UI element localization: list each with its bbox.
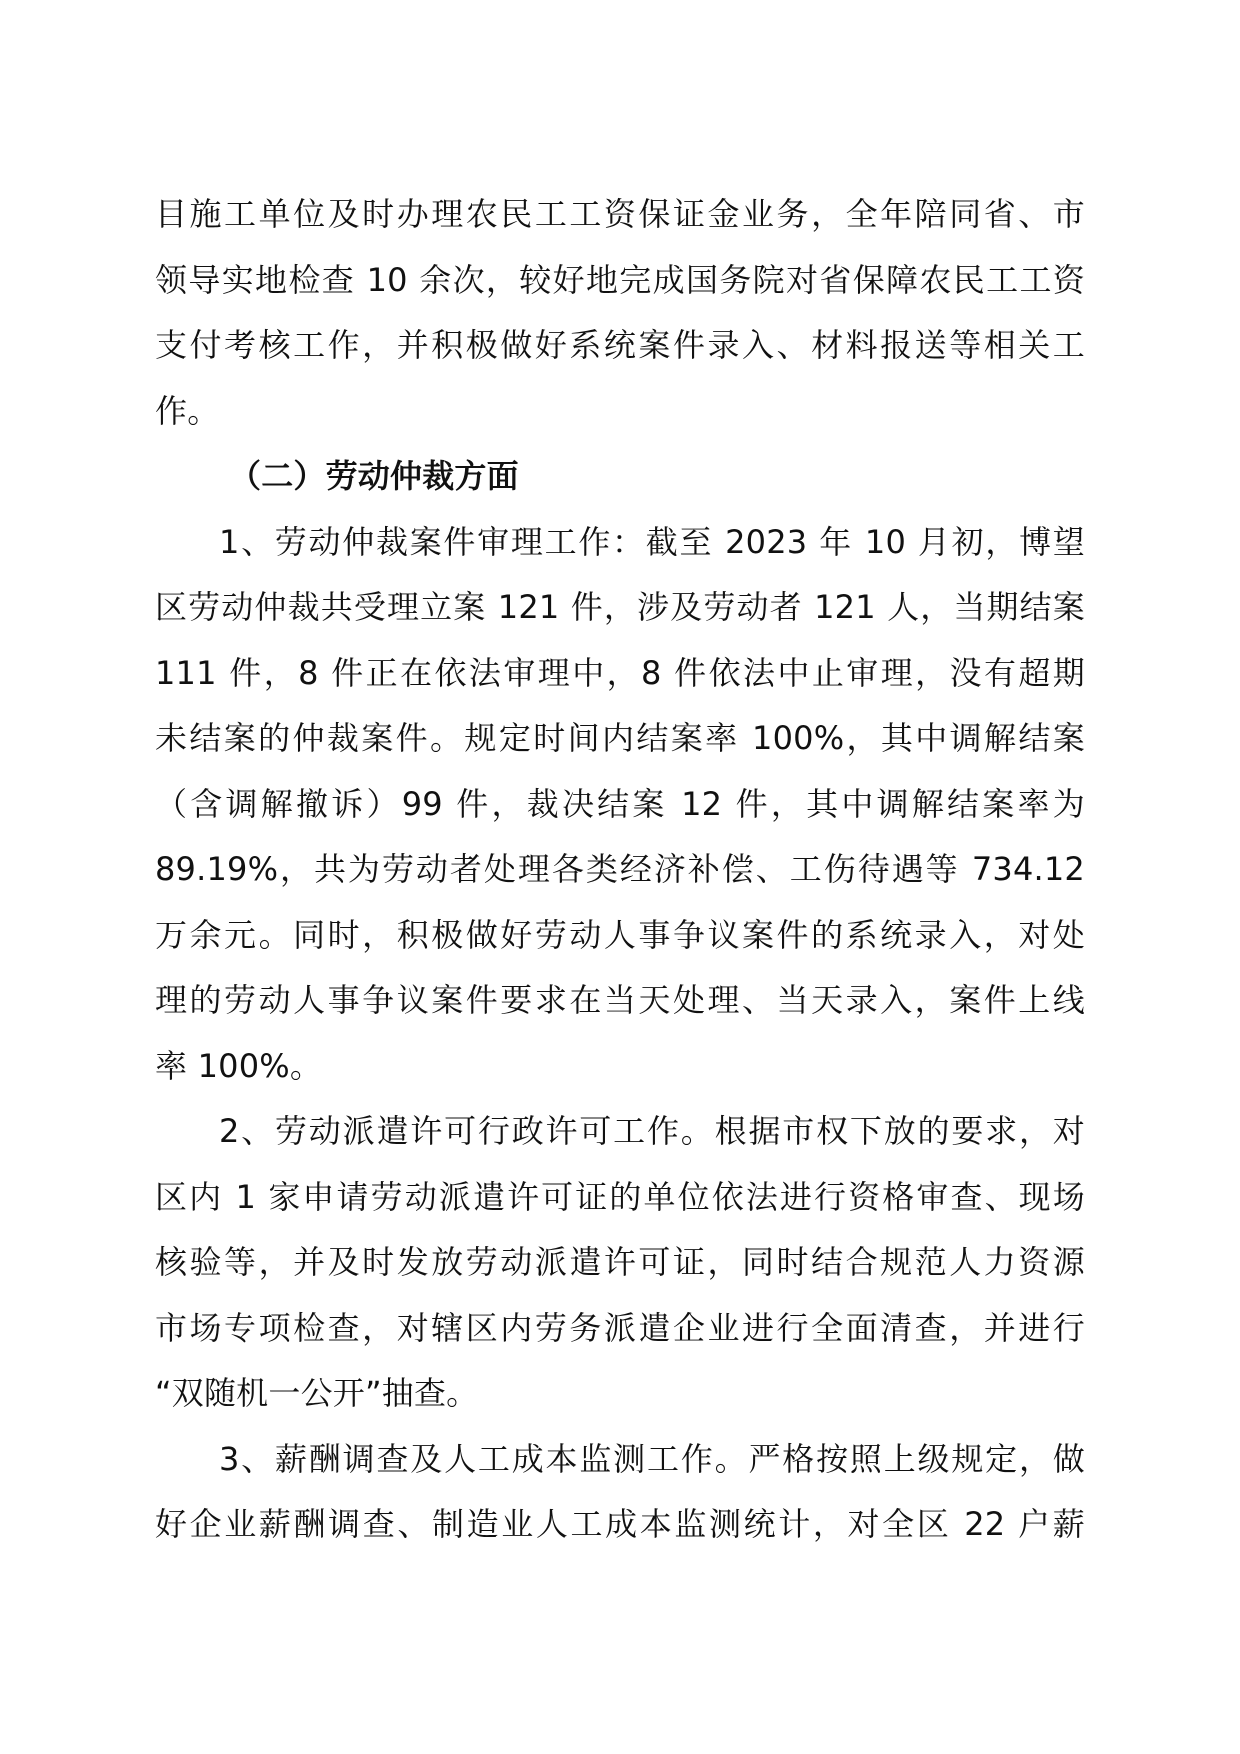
paragraph-line: 万余元。同时，积极做好劳动人事争议案件的系统录入，对处 bbox=[155, 915, 1085, 954]
paragraph-line: 率 100%。 bbox=[155, 1046, 323, 1085]
document-body bbox=[155, 182, 1085, 1558]
paragraph-line: 核验等，并及时发放劳动派遣许可证，同时结合规范人力资源 bbox=[155, 1243, 1085, 1281]
section-heading: （二）劳动仲裁方面 bbox=[229, 457, 519, 495]
paragraph-line: （含调解撤诉）99 件，裁决结案 12 件，其中调解结案率为 bbox=[155, 784, 1085, 823]
paragraph-line: 区内 1 家申请劳动派遣许可证的单位依法进行资格审查、现场 bbox=[155, 1177, 1085, 1216]
paragraph-line: 未结案的仲裁案件。规定时间内结案率 100%，其中调解结案 bbox=[155, 719, 1085, 757]
paragraph-line: 目施工单位及时办理农民工工资保证金业务，全年陪同省、市 bbox=[155, 195, 1085, 233]
paragraph-line: 领导实地检查 10 余次，较好地完成国务院对省保障农民工工资 bbox=[155, 260, 1085, 299]
paragraph-line: 3、薪酬调查及人工成本监测工作。严格按照上级规定，做 bbox=[219, 1439, 1085, 1478]
paragraph-line: 2、劳动派遣许可行政许可工作。根据市权下放的要求，对 bbox=[219, 1112, 1085, 1150]
paragraph-line: 1、劳动仲裁案件审理工作：截至 2023 年 10 月初，博望 bbox=[219, 522, 1085, 561]
paragraph-line: “双随机一公开”抽查。 bbox=[155, 1374, 479, 1412]
paragraph-line: 89.19%，共为劳动者处理各类经济补偿、工伤待遇等 734.12 bbox=[155, 850, 1085, 888]
paragraph-line: 好企业薪酬调查、制造业人工成本监测统计，对全区 22 户薪 bbox=[155, 1505, 1085, 1543]
paragraph-line: 市场专项检查，对辖区内劳务派遣企业进行全面清查，并进行 bbox=[155, 1308, 1085, 1347]
paragraph-line: 区劳动仲裁共受理立案 121 件，涉及劳动者 121 人，当期结案 bbox=[155, 588, 1085, 626]
paragraph-line: 111 件，8 件正在依法审理中，8 件依法中止审理，没有超期 bbox=[155, 653, 1085, 692]
paragraph-line: 作。 bbox=[155, 391, 220, 430]
paragraph-line: 理的劳动人事争议案件要求在当天处理、当天录入，案件上线 bbox=[155, 981, 1085, 1019]
paragraph-line: 支付考核工作，并积极做好系统案件录入、材料报送等相关工 bbox=[155, 326, 1085, 364]
